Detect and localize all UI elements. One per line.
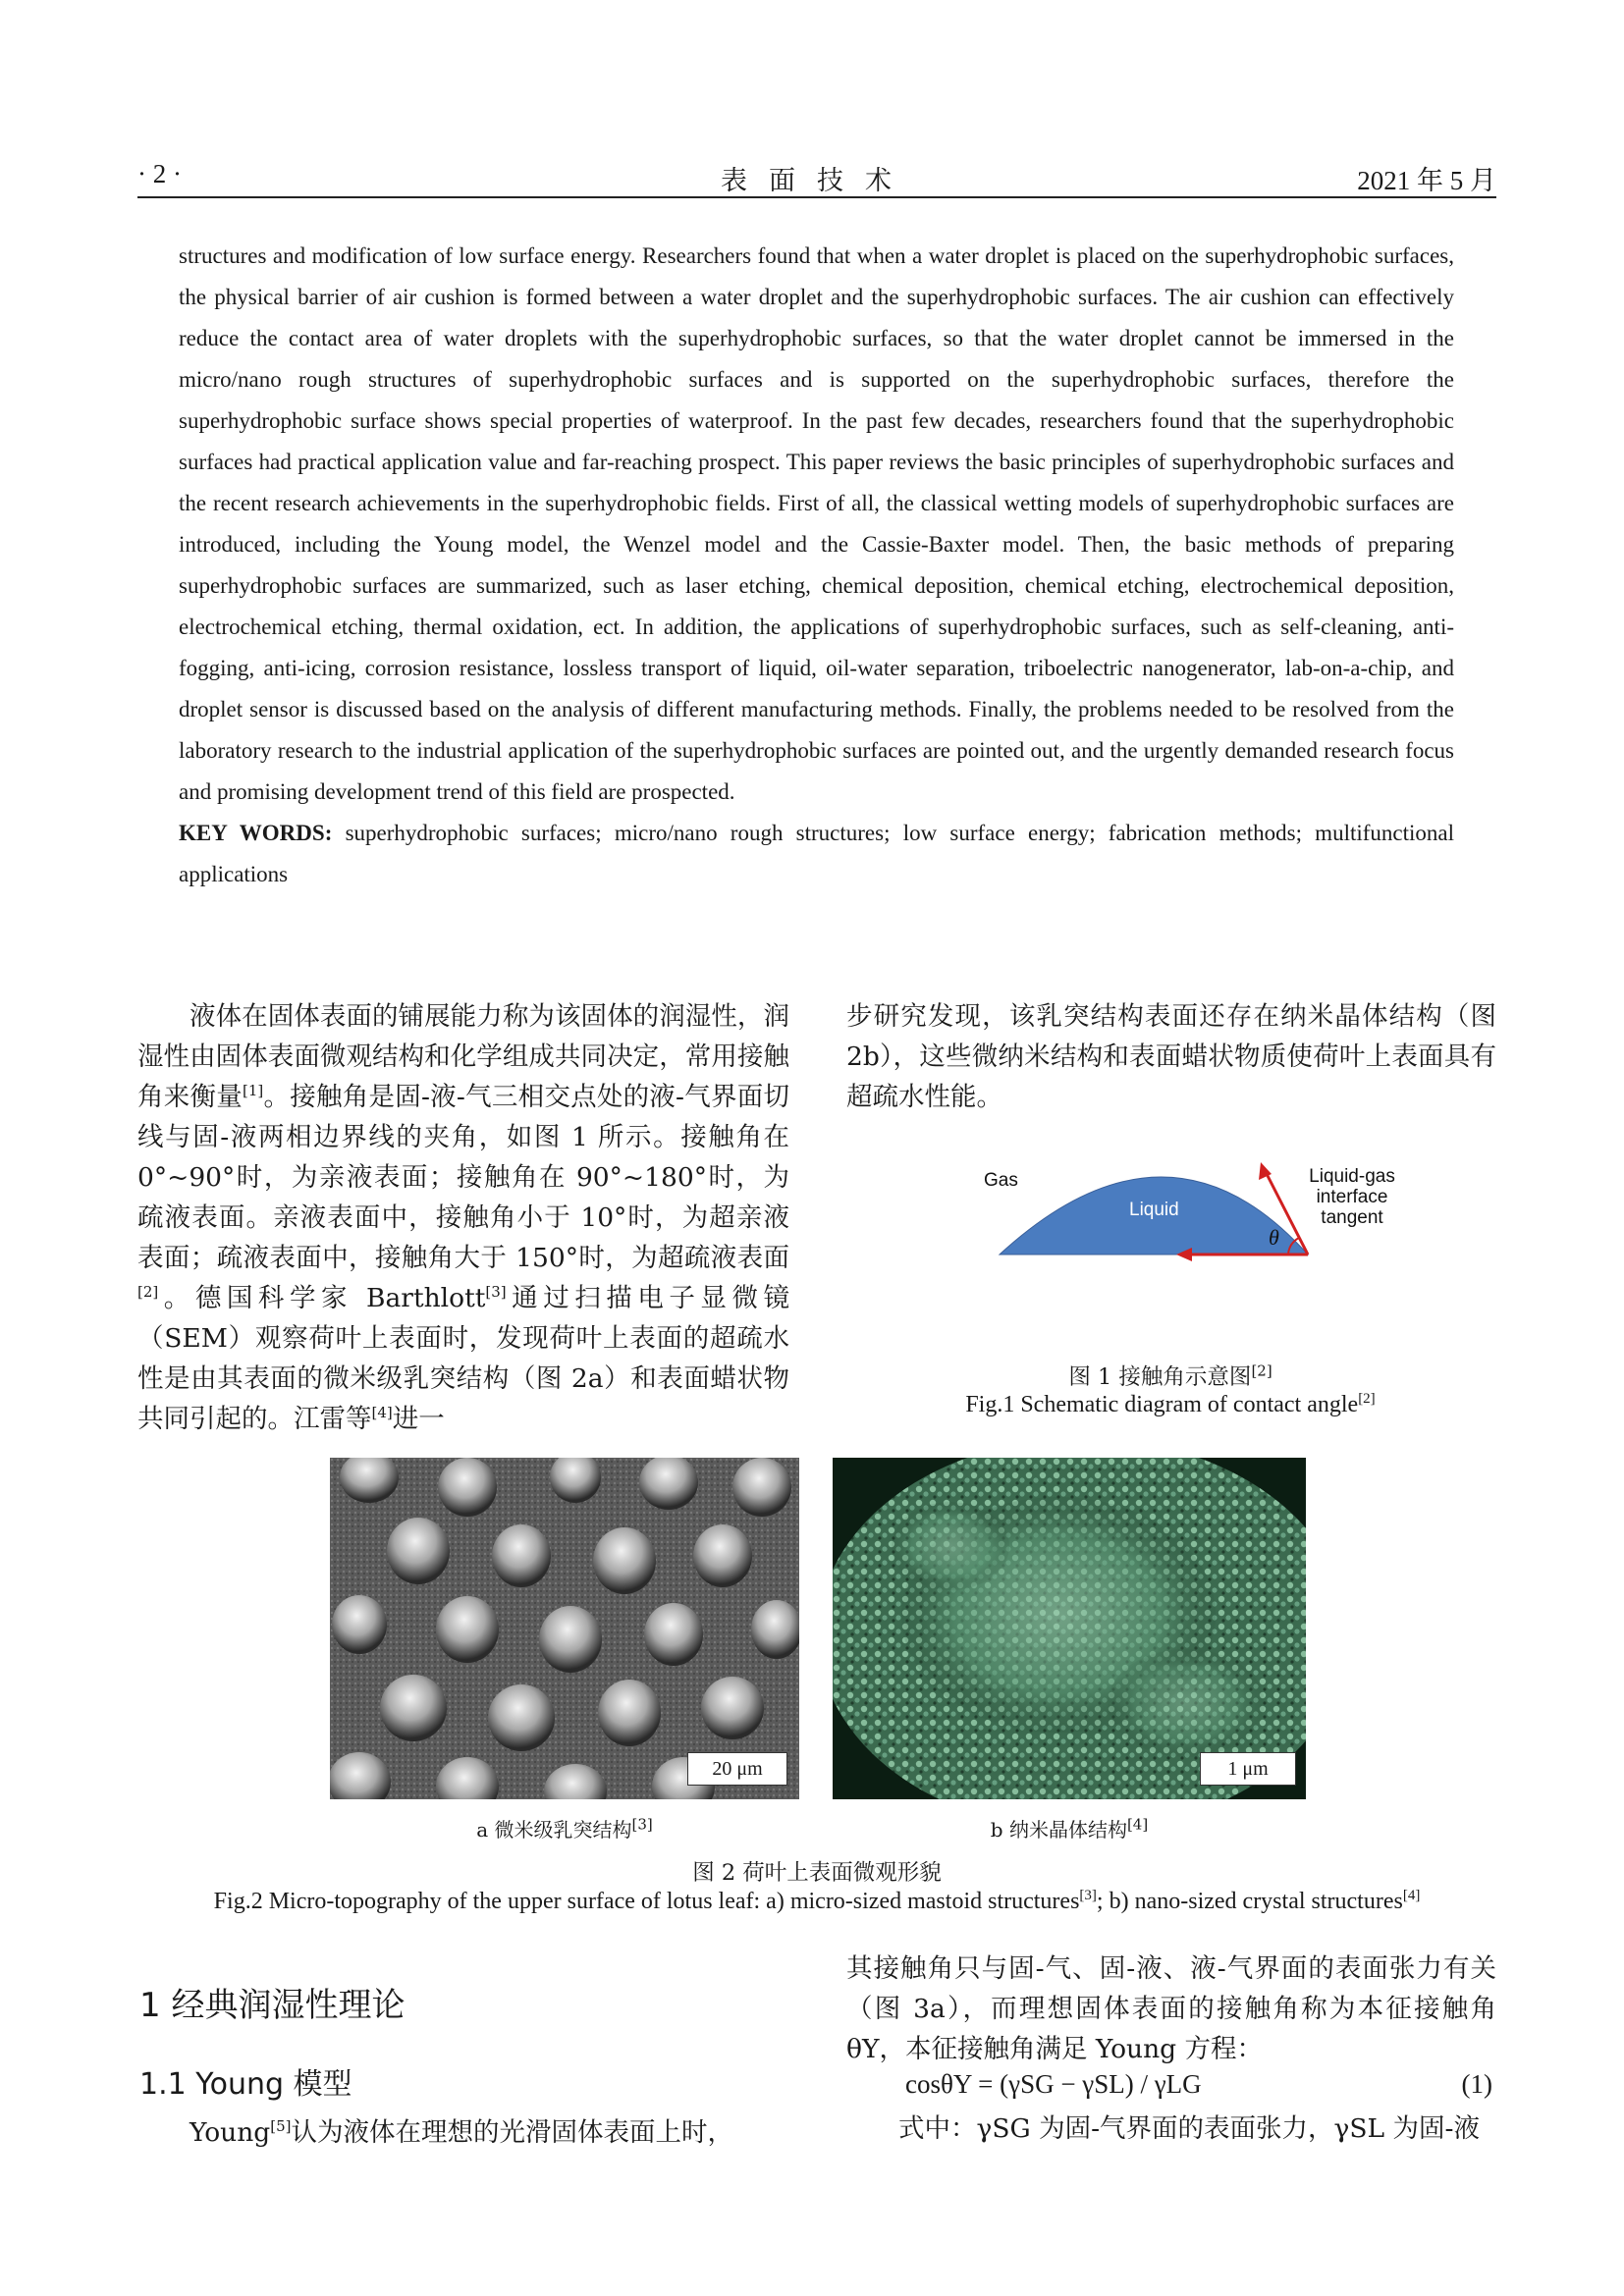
young-paragraph-start: Young[5]认为液体在理想的光滑固体表面上时，	[189, 2117, 733, 2148]
label-tangent: Liquid-gas interface tangent	[1309, 1166, 1395, 1228]
running-header	[137, 155, 1496, 198]
abstract	[179, 236, 1454, 895]
figure-2-caption-cn: 图 2 荷叶上表面微观形貌	[692, 1860, 942, 1886]
figure-2a-caption: a 微米级乳突结构[3]	[476, 1815, 653, 1842]
figure-2-caption-en: Fig.2 Micro-topography of the upper surface of lotus leaf: a) micro-sized mastoid structures[3]; b) nano-sized crystal structures[4]	[213, 1888, 1421, 1914]
figure-2a-sem-image	[330, 1458, 799, 1799]
figure-2b-caption: b 纳米晶体结构[4]	[990, 1815, 1149, 1842]
label-theta: θ	[1269, 1225, 1279, 1250]
section-heading-1: 1 经典润湿性理论	[139, 1986, 406, 2025]
keywords-text: superhydrophobic surfaces; micro/nano rough structures; low surface energy; fabrication methods; multifunctional applications	[179, 821, 1454, 886]
abstract-body: structures and modification of low surface energy. Researchers found that when a water droplet is placed on the superhydrophobic surfaces, the physical barrier of air cushion is formed between a water droplet and the superhydrophobic surfaces. The air cushion can effectively reduce the contact area of water droplets with the superhydrophobic surfaces, so that the water droplet cannot be immersed in the micro/nano rough structures of superhydrophobic surfaces and is supported on the superhydrophobic surfaces, therefore the superhydrophobic surface shows special properties of waterproof. In the past few decades, researchers found that the superhydrophobic surfaces had practical application value and far-reaching prospect. This paper reviews the basic principles of superhydrophobic surfaces and the recent research achievements in the superhydrophobic fields. First of all, the classical wetting models of superhydrophobic surfaces are introduced, including the Young model, the Wenzel model and the Cassie-Baxter model. Then, the basic methods of preparing superhydrophobic surfaces are summarized, such as laser etching, chemical deposition, chemical etching, electrochemical deposition, electrochemical etching, thermal oxidation, ect. In addition, the applications of superhydrophobic surfaces, such as self-cleaning, anti-fogging, anti-icing, corrosion resistance, lossless transport of liquid, oil-water separation, triboelectric nanogenerator, lab-on-a-chip, and droplet sensor is discussed based on the analysis of different manufacturing methods. Finally, the problems needed to be resolved from the laboratory research to the industrial application of the superhydrophobic surfaces are pointed out, and the urgently demanded research focus and promising development trend of this field are prospected.	[179, 243, 1454, 804]
equation-explanation: 式中：γSG 为固-气界面的表面张力，γSL 为固-液	[898, 2113, 1481, 2144]
ref-5[interactable]: [5]	[270, 2117, 292, 2136]
paragraph-continuation: 步研究发现，该乳突结构表面还存在纳米晶体结构（图 2b），这些微纳米结构和表面蜡状物质使荷叶上表面具有超疏水性能。	[846, 1001, 1496, 1112]
paragraph-wetting: 液体在固体表面的铺展能力称为该固体的润湿性，润湿性由固体表面微观结构和化学组成共同决定，常用接触角来衡量[1]。接触角是固-液-气三相交点处的液-气界面切线与固-液两相边界线的夹角，如图 1 所示。接触角在 0°~90°时，为亲液表面；接触角在 90°~180°时，为疏液表面。亲液表面中，接触角小于 10°时，为超亲液表面；疏液表面中，接触角大于 150°时，为超疏液表面[2]。德国科学家 Barthlott[3]通过扫描电子显微镜（SEM）观察荷叶上表面时，发现荷叶上表面的超疏水性是由其表面的微米级乳突结构（图 2a）和表面蜡状物共同引起的。江雷等[4]进一	[137, 1001, 790, 1434]
keywords-label: KEY WORDS:	[179, 821, 333, 845]
body-right-column	[846, 996, 1496, 1117]
figure-1-caption-cn: 图 1 接触角示意图[2]	[1068, 1362, 1272, 1390]
issue-date: 2021 年 5 月	[1357, 166, 1496, 195]
equation-number: (1)	[1461, 2069, 1492, 2099]
label-gas: Gas	[984, 1170, 1018, 1191]
young-equation: cosθY = (γSG − γSL) / γLG (1)	[905, 2069, 1492, 2099]
label-solid: Solid	[1137, 1286, 1179, 1307]
page-number: · 2 ·	[137, 159, 182, 188]
scale-bar-a: 20 μm	[687, 1752, 787, 1786]
journal-title: 表面技术	[721, 166, 913, 195]
ref-4[interactable]: [4]	[371, 1404, 393, 1422]
ref-2[interactable]: [2]	[137, 1283, 159, 1302]
section-heading-1-1: 1.1 Young 模型	[139, 2067, 352, 2102]
label-liquid: Liquid	[1129, 1200, 1179, 1220]
figure-1-contact-angle-diagram	[923, 1139, 1434, 1345]
young-paragraph-right: 其接触角只与固-气、固-液、液-气界面的表面张力有关（图 3a），而理想固体表面的接触角称为本征接触角 θY，本征接触角满足 Young 方程：	[846, 1953, 1496, 2064]
ref-1[interactable]: [1]	[242, 1082, 264, 1100]
body-left-column	[137, 996, 789, 1439]
label-contact-line: Solid-liquid two-phase contact line	[1295, 1260, 1385, 1324]
figure-1-caption-en: Fig.1 Schematic diagram of contact angle[2]	[965, 1391, 1376, 1417]
nano-crystal-texture	[833, 1458, 1306, 1799]
figure-2b-nano-image	[833, 1458, 1306, 1799]
mastoid-texture	[330, 1458, 799, 1799]
keywords	[179, 813, 1454, 895]
scale-bar-b: 1 μm	[1200, 1752, 1296, 1786]
ref-3[interactable]: [3]	[485, 1283, 507, 1302]
